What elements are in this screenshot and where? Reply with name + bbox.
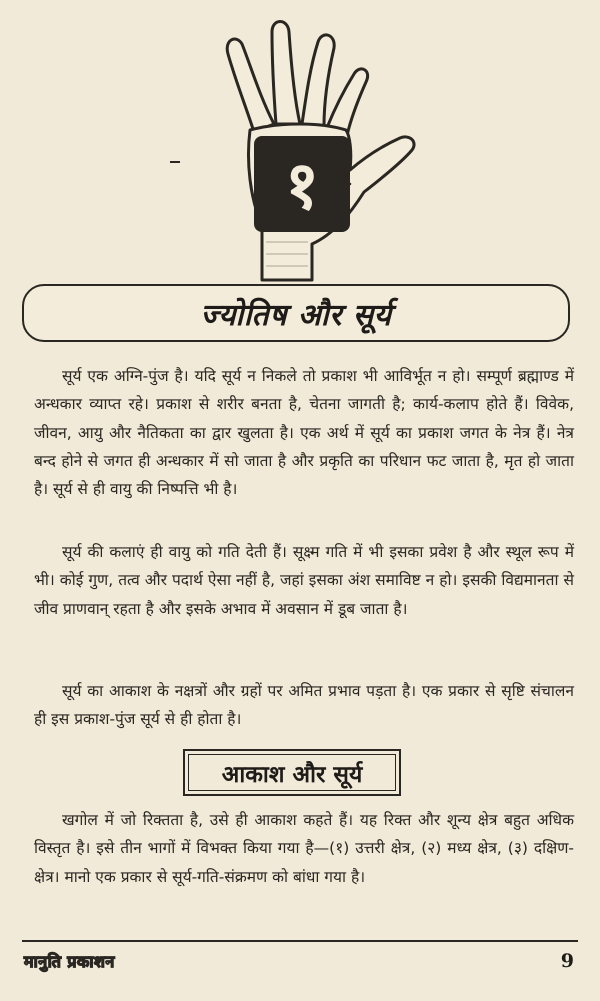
footer-divider: [22, 940, 578, 942]
chapter-title: ज्योतिष और सूर्य: [200, 297, 392, 333]
finger-ring: [302, 35, 334, 126]
paragraph-1: सूर्य एक अग्नि-पुंज है। यदि सूर्य न निकले तो प्रकाश भी आविर्भूत न हो। सम्पूर्ण ब्रह्माण्ड में अन्धकार व्याप्त रहे। प्रकाश से शरीर बनता है, चेतना जागती है; कार्य-कलाप होते हैं। विवेक, जीवन, आयु और नैतिकता का द्वार खुलता है। एक अर्थ में सूर्य का प्रकाश जगत के नेत्र हैं। नेत्र बन्द होने से जगत ही अन्धकार में सो जाता है और प्रकृति का परिधान फट जाता है, मृत हो जाता है। सूर्य से ही वायु की निष्पत्ति भी है।: [34, 367, 574, 499]
finger-middle: [272, 22, 300, 125]
chapter-title-box: [22, 284, 570, 342]
paragraph-2: सूर्य की कलाएं ही वायु को गति देती हैं। सूक्ष्म गति में भी इसका प्रवेश है और स्थूल रूप में भी। कोई गुण, तत्व और पदार्थ ऐसा नहीं है, जहां इसका अंश समाविष्ट न हो। इसकी विद्यमानता से जीव प्राणवान् रहता है और इसके अभाव में अवसान में डूब जाता है।: [34, 543, 574, 618]
finger-index: [227, 39, 274, 132]
section-paragraph: खगोल में जो रिक्तता है, उसे ही आकाश कहते हैं। यह रिक्त और शून्य क्षेत्र बहुत अधिक विस्तृत है। इसे तीन भागों में विभक्त किया गया है—(१) उत्तरी क्षेत्र, (२) मध्य क्षेत्र, (३) दक्षिण-क्षेत्र। मानो एक प्रकार से सूर्य-गति-संक्रमण को बांधा गया है।: [34, 811, 574, 886]
section-title-box: [183, 749, 401, 796]
publisher-name: मानुति प्रकाशन: [24, 952, 115, 971]
chapter-number: १: [284, 147, 320, 224]
section-title: आकाश और सूर्य: [221, 761, 363, 788]
hand-illustration: [150, 12, 460, 284]
page-number: 9: [560, 950, 574, 972]
paragraph-3: सूर्य का आकाश के नक्षत्रों और ग्रहों पर अमित प्रभाव पड़ता है। एक प्रकार से सृष्टि संचालन ही इस प्रकाश-पुंज सूर्य से ही होता है।: [34, 682, 574, 729]
